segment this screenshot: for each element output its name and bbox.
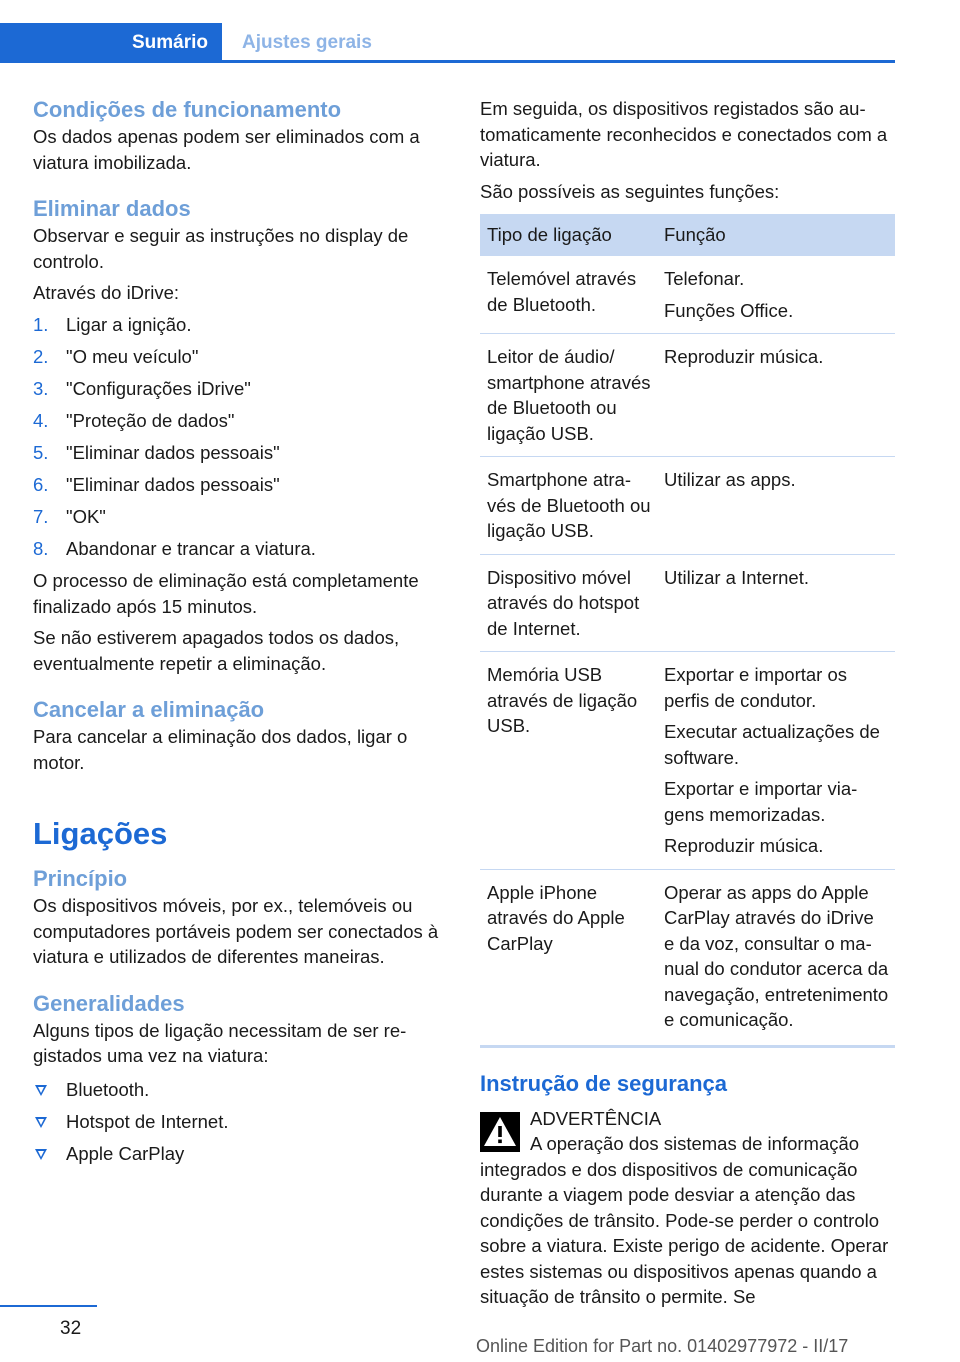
section-title-conditions: Condições de funcionamento: [33, 97, 342, 122]
function-text: Executar actualizações de software.: [664, 721, 880, 768]
warning-icon: [480, 1112, 520, 1152]
step-number: 5.: [33, 441, 49, 463]
function-text: Utilizar as apps.: [664, 469, 796, 490]
paragraph: Em seguida, os dispositivos registados são automaticamente reconhecidos e conectados com a viatura.: [480, 98, 888, 170]
table-header-type: Tipo de ligação: [480, 214, 657, 256]
section-title-delete-data: Eliminar dados: [33, 196, 191, 221]
function-cell: [657, 554, 895, 652]
warning-text: [480, 1131, 895, 1310]
step-number: 2.: [33, 345, 49, 367]
paragraph: Através do iDrive:: [33, 282, 179, 303]
table-row: [480, 457, 895, 555]
function-text: Exportar e importar viagens memorizadas.: [664, 778, 858, 825]
function-cell: [657, 869, 895, 1045]
paragraph: Os dispositivos móveis, por ex., telemóveis ou computadores portáveis podem ser conectados à viatura e utilizados de diferentes maneiras.: [33, 895, 439, 968]
footer-edition: Online Edition for Part no. 01402977972 - II/17: [476, 1336, 849, 1356]
connection-table: [480, 214, 895, 1045]
table-row: [480, 652, 895, 870]
tab-sumario[interactable]: Sumário: [0, 23, 222, 63]
steps-list: [33, 312, 445, 562]
triangle-bullet-icon: [35, 1085, 47, 1096]
paragraph: Alguns tipos de ligação necessitam de ser registados uma vez na viatura:: [33, 1019, 407, 1067]
section-title-general: Generalidades: [33, 990, 185, 1016]
paragraph: O processo de eliminação está completamente finalizado após 15 minutos.: [33, 570, 419, 617]
step-text: "Eliminar dados pessoais": [66, 441, 280, 463]
paragraph: Observar e seguir as instruções no display de controlo.: [33, 225, 409, 272]
bullet-item: [33, 1077, 445, 1103]
triangle-bullet-icon: [35, 1149, 47, 1160]
bullet-text: Bluetooth.: [66, 1078, 150, 1100]
step-item: [33, 440, 445, 466]
function-cell: [657, 652, 895, 870]
triangle-bullet-icon: [35, 1117, 47, 1128]
step-item: [33, 472, 445, 498]
header-divider: [0, 60, 895, 63]
step-number: 4.: [33, 409, 49, 431]
step-text: "Eliminar dados pessoais": [66, 473, 280, 495]
table-bottom-rule: [480, 1045, 895, 1048]
bullet-list: [33, 1077, 445, 1167]
page-number-rule: [0, 1305, 97, 1307]
table-header-function: Função: [657, 214, 895, 256]
paragraph: Para cancelar a eliminação dos dados, ligar o motor.: [33, 726, 408, 773]
left-column: [33, 96, 445, 1173]
step-number: 8.: [33, 538, 49, 560]
connection-type-cell: Memória USB através de ligação USB.: [480, 652, 657, 870]
warning-title: ADVERTÊNCIA: [530, 1107, 662, 1129]
step-number: 3.: [33, 377, 49, 399]
bullet-item: [33, 1141, 445, 1167]
connection-type-cell: Dispositivo móvel através do hotspot de Internet.: [480, 554, 657, 652]
function-text: Reproduzir música.: [664, 835, 824, 856]
step-item: [33, 536, 445, 562]
tab-ajustes-gerais[interactable]: Ajustes gerais: [242, 32, 372, 53]
warning-text-first: A operação dos sistemas de informação: [530, 1133, 860, 1154]
bullet-item: [33, 1109, 445, 1135]
function-text: Funções Office.: [664, 299, 794, 321]
page-number: 32: [60, 1318, 82, 1339]
step-text: "Configurações iDrive": [66, 377, 251, 399]
step-number: 1.: [33, 313, 49, 335]
step-number: 7.: [33, 506, 49, 528]
table-row: [480, 256, 895, 334]
function-cell: [657, 256, 895, 334]
paragraph: Os dados apenas podem ser eliminados com a viatura imobilizada.: [33, 126, 420, 173]
step-item: [33, 376, 445, 402]
top-navigation: [0, 0, 960, 64]
section-title-principle: Princípio: [33, 866, 128, 892]
step-text: "O meu veículo": [66, 345, 199, 367]
connection-type-cell: Leitor de áudio/ smartphone através de Bluetooth ou ligação USB.: [480, 334, 657, 457]
step-number: 6.: [33, 473, 49, 495]
section-title-cancel: Cancelar a eliminação: [33, 697, 265, 723]
function-text: Telefonar.: [664, 268, 745, 289]
chapter-title-connections: Ligações: [33, 816, 168, 852]
function-text: Operar as apps do Apple CarPlay através do iDrive e da voz, consultar o manual do condutor acerca da navegação, entretenimento e comunicação.: [664, 881, 889, 1030]
paragraph: Se não estiverem apagados todos os dados, eventualmente repetir a eliminação.: [33, 627, 400, 674]
step-item: [33, 344, 445, 370]
step-item: [33, 312, 445, 338]
connection-type-cell: Telemóvel através de Bluetooth.: [480, 256, 657, 334]
warning-text-rest: integrados e dos dispositivos de comunicação durante a viagem pode desviar a atenção das condições de trânsito. Pode-se perder o controlo sobre a viatura. Existe perigo de acidente. Operar estes sistemas ou dispositivos apenas quando a situação de trânsito o permite. Se: [480, 1158, 889, 1307]
function-cell: [657, 334, 895, 457]
connection-type-cell: Smartphone através de Bluetooth ou ligação USB.: [480, 457, 657, 555]
table-row: [480, 334, 895, 457]
right-column: [480, 96, 895, 1310]
step-text: "Proteção de dados": [66, 409, 235, 431]
warning-box: [480, 1106, 895, 1310]
table-row: [480, 869, 895, 1045]
section-title-safety: Instrução de segurança: [480, 1070, 727, 1096]
function-text: Utilizar a Internet.: [664, 566, 809, 588]
function-text: Exportar e importar os perfis de condutor.: [664, 664, 848, 711]
step-text: "OK": [66, 506, 106, 528]
step-text: Abandonar e trancar a viatura.: [66, 538, 316, 560]
table-row: [480, 554, 895, 652]
step-text: Ligar a ignição.: [66, 313, 192, 335]
function-text: Reproduzir música.: [664, 346, 824, 367]
step-item: [33, 504, 445, 530]
table-header-row: [480, 214, 895, 256]
function-cell: [657, 457, 895, 555]
connection-type-cell: Apple iPhone através do Apple CarPlay: [487, 881, 625, 954]
bullet-text: Apple CarPlay: [66, 1142, 185, 1164]
paragraph: São possíveis as seguintes funções:: [480, 180, 780, 202]
bullet-text: Hotspot de Internet.: [66, 1110, 229, 1132]
step-item: [33, 408, 445, 434]
